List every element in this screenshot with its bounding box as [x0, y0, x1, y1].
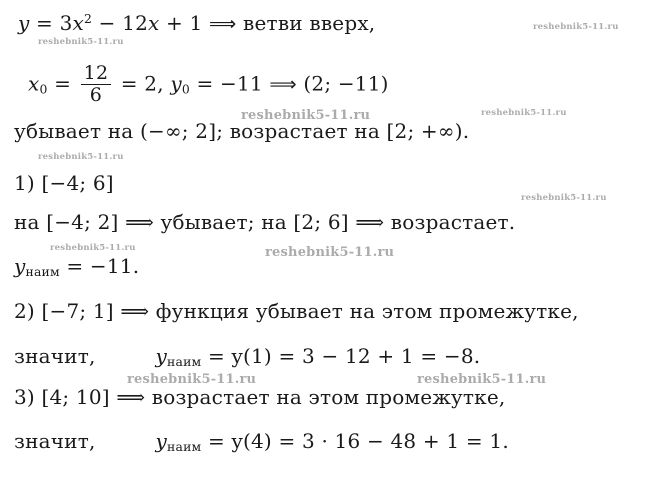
- vertex-y-symbol: y: [170, 71, 182, 96]
- min-value-expression: = y(4) = 3 · 16 − 48 + 1 = 1.: [201, 429, 509, 453]
- vertex-y-subscript: 0: [181, 81, 190, 97]
- watermark: reshebnik5-11.ru: [265, 245, 395, 260]
- math-line-3-monotonicity: убывает на (−∞; 2]; возрастает на [2; +∞).: [14, 119, 470, 143]
- math-line-9-interval-3: 3) [4; 10] ⟹ возрастает на этом промежутке,: [14, 385, 506, 409]
- exponent-2: 2: [83, 11, 93, 27]
- math-line-1: [18, 12, 375, 35]
- therefore-text: значит,: [14, 344, 96, 368]
- function-y: y: [18, 11, 30, 35]
- branches-up-text: ветви вверх,: [236, 11, 376, 35]
- watermark: reshebnik5-11.ru: [127, 372, 257, 387]
- therefore-text: значит,: [14, 429, 96, 453]
- vertex-x-subscript: 0: [39, 81, 48, 97]
- minus-12-term: − 12: [92, 11, 148, 35]
- min-subscript: наим: [167, 439, 202, 455]
- fraction-denominator: 6: [81, 84, 112, 107]
- watermark: reshebnik5-11.ru: [533, 22, 619, 32]
- fraction-numerator: 12: [83, 62, 109, 84]
- min-value: = −11.: [59, 254, 140, 278]
- watermark: reshebnik5-11.ru: [241, 108, 371, 123]
- min-value-expression: = y(1) = 3 − 12 + 1 = −8.: [201, 344, 481, 368]
- implies-arrow-icon: ⟹: [269, 73, 297, 96]
- math-line-5-interval-1-analysis: на [−4; 2] ⟹ убывает; на [2; 6] ⟹ возрастает.: [14, 210, 516, 234]
- math-line-10-min-value-3: [14, 430, 509, 454]
- vertex-x-symbol: x: [28, 71, 40, 96]
- equals-sign: =: [47, 71, 78, 96]
- y-symbol: y: [155, 344, 168, 368]
- watermark: reshebnik5-11.ru: [50, 243, 136, 253]
- y-symbol: y: [155, 429, 168, 453]
- watermark: reshebnik5-11.ru: [521, 193, 607, 203]
- fraction-12-over-6: [81, 64, 112, 107]
- watermark: reshebnik5-11.ru: [481, 108, 567, 118]
- watermark: reshebnik5-11.ru: [38, 152, 124, 162]
- watermark: reshebnik5-11.ru: [38, 37, 124, 47]
- math-line-4-interval-1: 1) [−4; 6]: [14, 171, 114, 195]
- math-line-6-min-value-1: [14, 255, 139, 279]
- variable-x: x: [72, 11, 84, 35]
- watermark: reshebnik5-11.ru: [417, 372, 547, 387]
- equals-3: = 3: [29, 11, 73, 35]
- min-subscript: наим: [167, 354, 202, 370]
- implies-arrow-icon: ⟹: [209, 13, 237, 35]
- variable-x-second: x: [148, 11, 160, 35]
- vertex-x-value: = 2,: [114, 71, 171, 96]
- plus-one: + 1: [159, 11, 210, 35]
- y-symbol: y: [14, 254, 26, 278]
- math-line-2: [28, 64, 389, 107]
- vertex-y-value: = −11: [189, 71, 270, 96]
- min-subscript: наим: [25, 264, 60, 280]
- math-line-7-interval-2: 2) [−7; 1] ⟹ функция убывает на этом промежутке,: [14, 299, 579, 323]
- math-line-8-min-value-2: [14, 345, 480, 369]
- vertex-point: (2; −11): [296, 71, 389, 96]
